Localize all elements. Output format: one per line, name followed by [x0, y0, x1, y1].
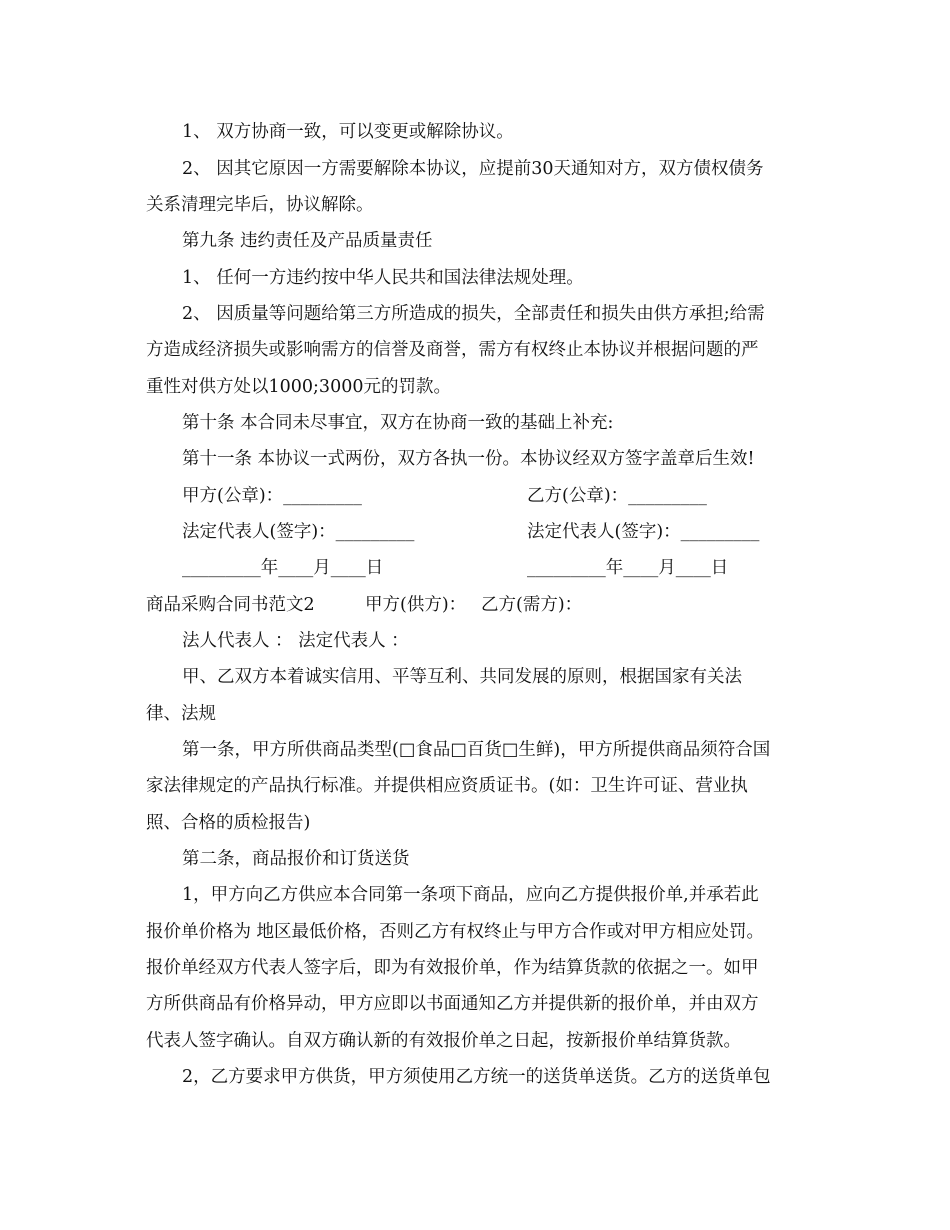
clause-text: 2、 因其它原因一方需要解除本协议，应提前30天通知对方，双方债权债务 [182, 159, 764, 179]
intro-text: 律、法规 [146, 704, 216, 724]
clause-text: 代表人签字确认。自双方确认新的有效报价单之日起，按新报价单结算货款。 [146, 1031, 741, 1051]
date-a-line: _________年____月____日 [182, 558, 384, 578]
clause-text: 2、 因质量等问题给第三方所造成的损失，全部责任和损失由供方承担;给需 [182, 304, 765, 324]
clause-text: 报价单价格为 地区最低价格，否则乙方有权终止与甲方合作或对甲方相应处罚。 [146, 922, 765, 942]
clause-text: 1、 双方协商一致，可以变更或解除协议。 [182, 122, 514, 142]
article-heading: 第十一条 本协议一式两份，双方各执一份。本协议经双方签字盖章后生效! [182, 449, 755, 469]
clause-text: 1、 任何一方违约按中华人民共和国法律法规处理。 [182, 268, 584, 288]
article-text: 照、合格的质检报告) [146, 813, 311, 833]
intro-text: 甲、乙双方本着诚实信用、平等互利、共同发展的原则，根据国家有关法 [182, 667, 742, 687]
sample-title: 商品采购合同书范文2 [146, 595, 315, 615]
clause-text: 2，乙方要求甲方供货，甲方须使用乙方统一的送货单送货。乙方的送货单包 [182, 1067, 771, 1087]
date-b-line: _________年____月____日 [527, 558, 729, 578]
clause-text: 1，甲方向乙方供应本合同第一条项下商品，应向乙方提供报价单,并承若此 [182, 885, 759, 905]
clause-text: 关系清理完毕后，协议解除。 [146, 195, 374, 215]
party-a-seal-line: 甲方(公章)：_________ [182, 486, 362, 506]
party-b-label: 乙方(需方)： [481, 595, 583, 615]
article-heading: 第二条，商品报价和订货送货 [182, 849, 410, 869]
rep-b-signature-line: 法定代表人(签字)：_________ [527, 522, 760, 542]
clause-text: 方造成经济损失或影响需方的信誉及商誉，需方有权终止本协议并根据问题的严 [146, 340, 759, 360]
article-text: 家法律规定的产品执行标准。并提供相应资质证书。(如：卫生许可证、营业执 [146, 776, 748, 796]
clause-text: 方所供商品有价格异动，甲方应即以书面通知乙方并提供新的报价单，并由双方 [146, 994, 759, 1014]
article-heading: 第九条 违约责任及产品质量责任 [182, 231, 433, 251]
clause-text: 重性对供方处以1000;3000元的罚款。 [146, 377, 451, 397]
representatives-line: 法人代表人 ： 法定代表人 ： [182, 631, 409, 651]
party-a-label: 甲方(供方)： [365, 595, 467, 615]
party-b-seal-line: 乙方(公章)：_________ [527, 486, 707, 506]
article-text: 第一条，甲方所供商品类型(□食品□百货□生鲜)，甲方所提供商品须符合国 [182, 740, 771, 760]
clause-text: 报价单经双方代表人签字后，即为有效报价单，作为结算货款的依据之一。如甲 [146, 958, 759, 978]
article-heading: 第十条 本合同未尽事宜，双方在协商一致的基础上补充: [182, 413, 614, 433]
rep-a-signature-line: 法定代表人(签字)：_________ [182, 522, 415, 542]
